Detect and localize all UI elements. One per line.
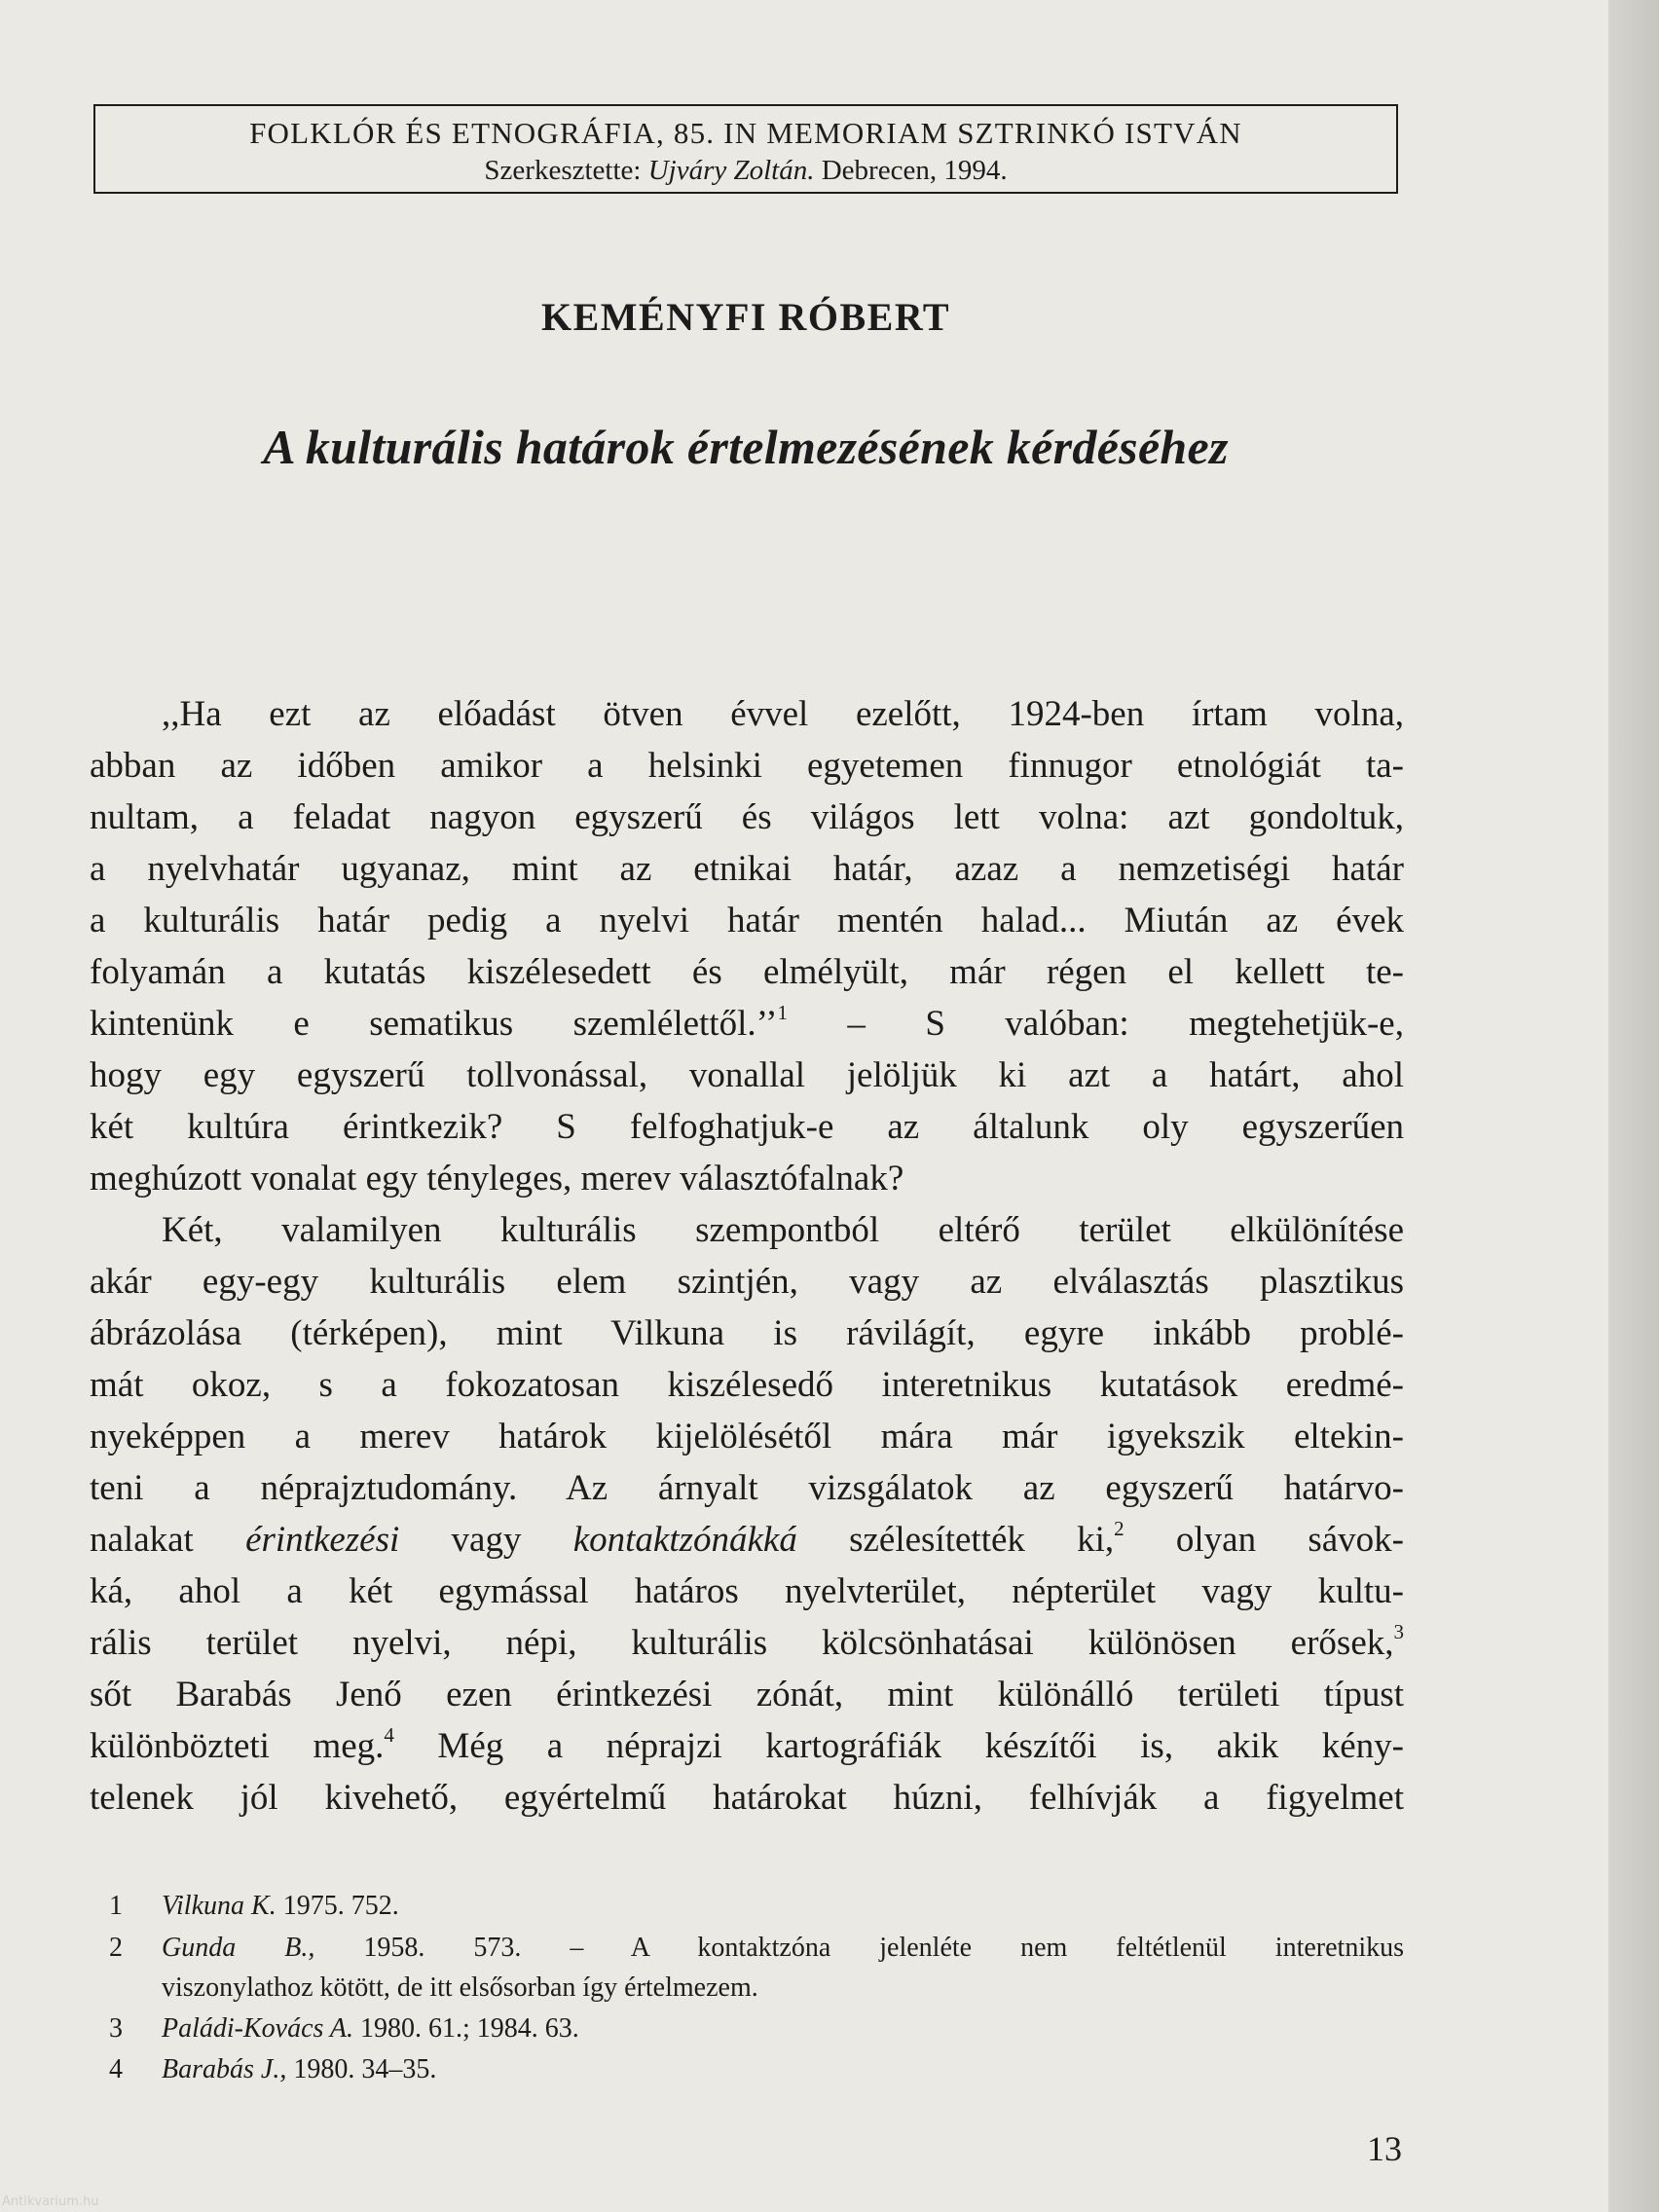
- body-line: rális terület nyelvi, népi, kulturális kölcsönhatásai különösen erősek,$^3$: [90, 1620, 1404, 1663]
- body-line: telenek jól kivehető, egyértelmű határokat húzni, felhívják a figyelmet: [90, 1778, 1404, 1818]
- series-header-box: [93, 104, 1398, 194]
- body-line: nultam, a feladat nagyon egyszerű és világos lett volna: azt gondoltuk,: [90, 797, 1404, 837]
- editor-name: Ujváry Zoltán.: [647, 155, 815, 186]
- page-edge: [1608, 0, 1659, 2212]
- footnote-continuation: viszonylathoz kötött, de itt elsősorban így értelmezem.: [162, 1972, 758, 2003]
- body-line: nyeképpen a merev határok kijelölésétől mára már igyekszik eltekin-: [90, 1417, 1404, 1456]
- body-line: meghúzott vonalat egy tényleges, merev választófalnak?: [90, 1159, 904, 1198]
- article-author: KEMÉNYFI RÓBERT: [540, 295, 951, 339]
- body-line: különbözteti meg.$^4$ Még a néprajzi kartográfiák készítői is, akik kény-: [90, 1723, 1405, 1766]
- body-line: mát okoz, s a fokozatosan kiszélesedő interetnikus kutatások eredmé-: [90, 1365, 1404, 1405]
- body-line: a nyelvhatár ugyanaz, mint az etnikai határ, azaz a nemzetiségi határ: [90, 849, 1404, 889]
- publication-place-year: Debrecen, 1994.: [821, 155, 1008, 186]
- footnote-ref: 1: [777, 1001, 789, 1024]
- body-line: hogy egy egyszerű tollvonással, vonallal jelöljük ki azt a határt, ahol: [90, 1055, 1404, 1095]
- watermark: Antikvarium.hu: [2, 2194, 99, 2209]
- page-number: 13: [1367, 2129, 1402, 2168]
- series-title: FOLKLÓR ÉS ETNOGRÁFIA, 85. IN MEMORIAM SZTRINKÓ ISTVÁN: [249, 116, 1242, 150]
- footnote-ref: 4: [384, 1723, 394, 1747]
- body-line: ,,Ha ezt az előadást ötven évvel ezelőtt, 1924-ben írtam volna,: [162, 694, 1404, 734]
- footnote-ref: 2: [1114, 1517, 1124, 1540]
- body-line: kintenünk e sematikus szemlélettől.’’$^1$ – S valóban: megtehetjük-e,: [90, 1001, 1404, 1044]
- series-editor-line: [95, 155, 1396, 187]
- article-title: A kulturális határok értelmezésének kérdéséhez: [263, 420, 1229, 474]
- body-line: teni a néprajztudomány. Az árnyalt vizsgálatok az egyszerű határvo-: [90, 1468, 1404, 1508]
- body-line: ábrázolása (térképen), mint Vilkuna is rávilágít, egyre inkább problé-: [90, 1313, 1404, 1353]
- body-line: ká, ahol a két egymással határos nyelvterület, népterület vagy kultu-: [90, 1571, 1404, 1611]
- body-line: nalakat érintkezési vagy kontaktzónákká szélesítették ki,$^2$ olyan sávok-: [90, 1517, 1404, 1560]
- body-line: sőt Barabás Jenő ezen érintkezési zónát, mint különálló területi típust: [90, 1675, 1404, 1714]
- book-page: FOLKLÓR ÉS ETNOGRÁFIA, 85. IN MEMORIAM SZTRINKÓ ISTVÁN Szerkesztette: Ujváry Zoltán. Debrecen, 1994. KEMÉNYFI RÓBERT A kulturális határok értelmezésének kérdéséhez ,,Ha ezt az előadást ötven évvel ezelőtt, 1924-ben írtam volna, abban az időben amikor a helsinki egyetemen finnugor etnológiát ta- nultam, a feladat nagyon egyszerű és világos lett volna: azt gondoltuk, a nyelvhatár ugyanaz, mint az etnikai határ, azaz a nemzetiségi határ a kulturális határ pedig a nyelvi határ mentén halad... Miután az évek folyamán a kutatás kiszélesedett és elmélyült, már régen el kellett te- kintenünk e sematikus szemlélettől.’’$^1$ – S valóban: megtehetjük-e, hogy egy egyszerű tollvonással, vonallal jelöljük ki azt a határt, ahol két kultúra érintkezik? S felfoghatjuk-e az általunk oly egyszerűen meghúzott vonalat egy tényleges, merev választófalnak? Két, valamilyen kulturális szempontból eltérő terület elkülönítése akár egy-egy kulturális elem szintjén, vagy az elválasztás plasztikus ábrázolása (térképen), mint Vilkuna is rávilágít, egyre inkább problé- mát okoz, s a fokozatosan kiszélesedő interetnikus kutatások eredmé- nyeképpen a merev határok kijelölésétől mára már igyekszik eltekin- teni a néprajztudomány. Az árnyalt vizsgálatok az egyszerű határvo- nalakat érintkezési vagy kontaktzónákká szélesítették ki,$^2$ olyan sávok- ká, ahol a két egymással határos nyelvterület, népterület vagy kultu- rális terület nyelvi, népi, kulturális kölcsönhatásai különösen erősek,$^3$ sőt Barabás Jenő ezen érintkezési zónát, mint különálló területi típust különbözteti meg.$^4$ Még a néprajzi kartográfiák készítői is, akik kény- telenek jól kivehető, egyértelmű határokat húzni, felhívják a figyelmet 1 Vilkuna K. 1975. 752. 2 Gunda B., 1958. 573. – A kontaktzóna jelenléte nem feltétlenül interetnikus viszonylathoz kötött, de itt elsősorban így értelmezem. 3 Paládi-Kovács A. 1980. 61.; 1984. 63. 4 Barabás J., 1980. 34–35. 13: [0, 0, 1608, 2212]
- body-line: abban az időben amikor a helsinki egyetemen finnugor etnológiát ta-: [90, 746, 1404, 786]
- footnote-ref: 3: [1393, 1620, 1404, 1643]
- body-line: folyamán a kutatás kiszélesedett és elmélyült, már régen el kellett te-: [90, 952, 1404, 992]
- body-line: Két, valamilyen kulturális szempontból eltérő terület elkülönítése: [162, 1210, 1404, 1250]
- body-line: a kulturális határ pedig a nyelvi határ mentén halad... Miután az évek: [90, 901, 1404, 940]
- body-line: akár egy-egy kulturális elem szintjén, vagy az elválasztás plasztikus: [90, 1262, 1404, 1302]
- body-line: két kultúra érintkezik? S felfoghatjuk-e az általunk oly egyszerűen: [90, 1107, 1404, 1147]
- editor-prefix: Szerkesztette:: [484, 155, 642, 186]
